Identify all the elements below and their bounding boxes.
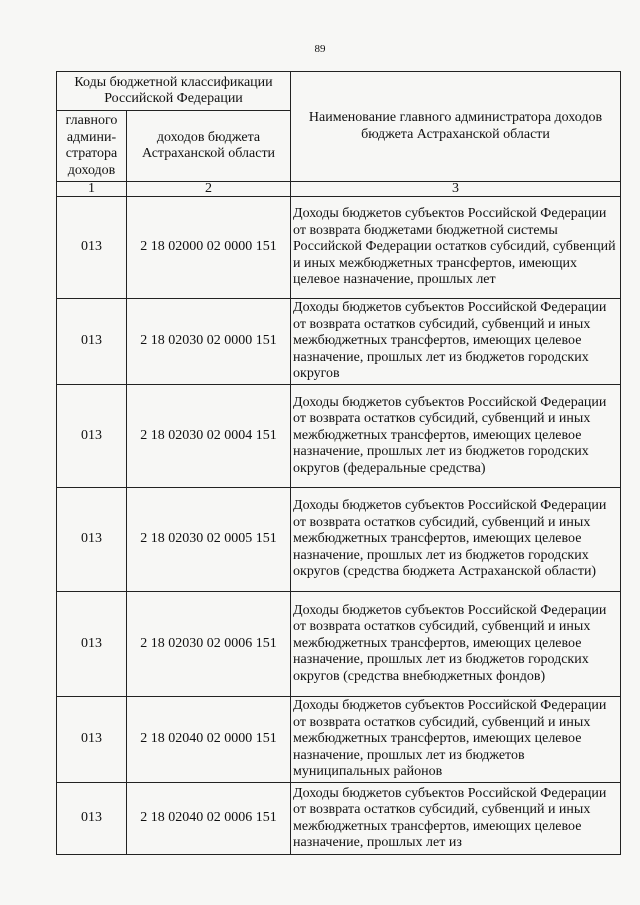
- table-row: [57, 299, 621, 385]
- income-code-cell: 2 18 02000 02 0000 151: [127, 197, 291, 299]
- page-number: 89: [314, 43, 326, 55]
- income-code-cell: 2 18 02040 02 0006 151: [127, 783, 291, 855]
- admin-code-cell: 013: [57, 697, 127, 783]
- description-cell: Доходы бюджетов субъектов Российской Федерации от возврата остатков субсидий, субвенций и иных межбюджетных трансфертов, имеющих целевое назначение, прошлых лет из бюджетов городских округов (средства бюджета Астраханской области): [291, 488, 621, 592]
- column-number-1: 1: [57, 182, 127, 197]
- table-row: [57, 488, 621, 592]
- header-admin-name: Наименование главного администратора доходов бюджета Астраханской области: [291, 72, 621, 182]
- income-code-cell: 2 18 02030 02 0004 151: [127, 385, 291, 488]
- header-admin-code: главного админи-стратора доходов: [57, 111, 127, 182]
- income-code-cell: 2 18 02030 02 0006 151: [127, 592, 291, 697]
- description-cell: Доходы бюджетов субъектов Российской Федерации от возврата остатков субсидий, субвенций и иных межбюджетных трансфертов, имеющих целевое назначение, прошлых лет из бюджетов городских округов: [291, 299, 621, 385]
- admin-code-cell: 013: [57, 592, 127, 697]
- table-row: [57, 592, 621, 697]
- table-row: [57, 783, 621, 855]
- column-number-2: 2: [127, 182, 291, 197]
- admin-code-cell: 013: [57, 197, 127, 299]
- description-cell: Доходы бюджетов субъектов Российской Федерации от возврата бюджетами бюджетной системы Российской Федерации остатков субсидий, субвенций и иных межбюджетных трансфертов, имеющих целевое назначение, прошлых лет: [291, 197, 621, 299]
- income-code-cell: 2 18 02040 02 0000 151: [127, 697, 291, 783]
- income-code-cell: 2 18 02030 02 0000 151: [127, 299, 291, 385]
- budget-classification-table: [56, 71, 621, 855]
- description-cell: Доходы бюджетов субъектов Российской Федерации от возврата остатков субсидий, субвенций и иных межбюджетных трансфертов, имеющих целевое назначение, прошлых лет из бюджетов городских округов (федеральные средства): [291, 385, 621, 488]
- income-code-cell: 2 18 02030 02 0005 151: [127, 488, 291, 592]
- description-cell: Доходы бюджетов субъектов Российской Федерации от возврата остатков субсидий, субвенций и иных межбюджетных трансфертов, имеющих целевое назначение, прошлых лет из бюджетов муниципальных районов: [291, 697, 621, 783]
- column-number-3: 3: [291, 182, 621, 197]
- header-codes-group: Коды бюджетной классификации Российской Федерации: [57, 72, 291, 111]
- table-row: [57, 697, 621, 783]
- admin-code-cell: 013: [57, 299, 127, 385]
- table-row: [57, 385, 621, 488]
- admin-code-cell: 013: [57, 488, 127, 592]
- description-cell: Доходы бюджетов субъектов Российской Федерации от возврата остатков субсидий, субвенций и иных межбюджетных трансфертов, имеющих целевое назначение, прошлых лет из: [291, 783, 621, 855]
- header-row-1: [57, 72, 621, 111]
- table-row: [57, 197, 621, 299]
- description-cell: Доходы бюджетов субъектов Российской Федерации от возврата остатков субсидий, субвенций и иных межбюджетных трансфертов, имеющих целевое назначение, прошлых лет из бюджетов городских округов (средства внебюджетных фондов): [291, 592, 621, 697]
- admin-code-cell: 013: [57, 783, 127, 855]
- admin-code-cell: 013: [57, 385, 127, 488]
- column-number-row: [57, 182, 621, 197]
- header-income-code: доходов бюджета Астраханской области: [127, 111, 291, 182]
